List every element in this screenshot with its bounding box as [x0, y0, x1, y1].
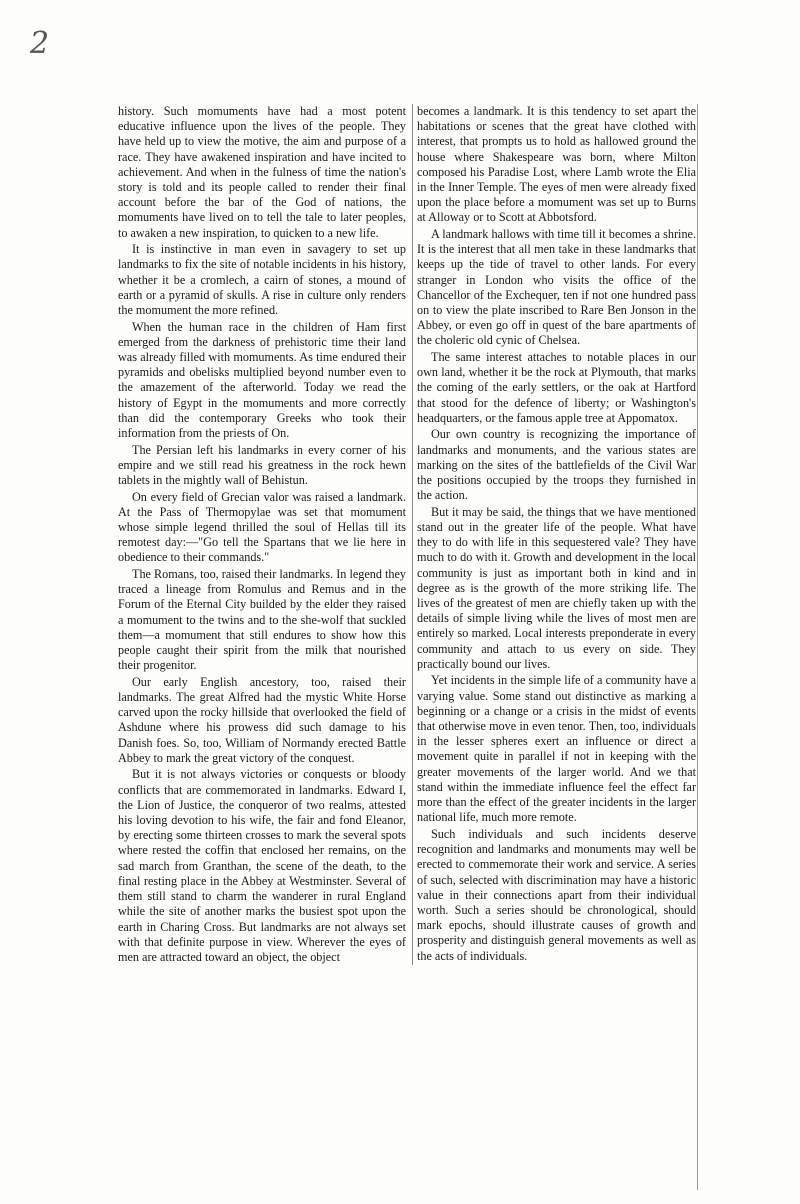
- paragraph: history. Such momuments have had a most potent educative influence upon the lives of the people. They have held up to view the motive, the aim and purpose of a race. They have awakened inspiration and have incited to achievement. And when in the fulness of time the nation's story is told and its people called to render their final account before the bar of the God of nations, the momuments have lived on to tell the tale to later peoples, to awaken a new inspiration, to quicken to a new life.: [118, 104, 406, 240]
- column-rule: [697, 104, 698, 1190]
- paragraph: But it may be said, the things that we have mentioned stand out in the greater life of the people. What have they to do with life in this sequestered vale? They have much to do with it. Growth and development in the local community is just as important both in kind and in degree as is the growth of the more striking life. The lives of the greatest of men are chiefly taken up with the details of simple living while the lives of most men are entirely so marked. Local interests preponderate in every community and attach to us every on side. They practically bound our lives.: [417, 504, 696, 671]
- right-column: [412, 104, 696, 965]
- paragraph: Such individuals and such incidents deserve recognition and landmarks and monuments may well be erected to commemorate their work and service. A series of such, selected with discrimination may have a historic value in their connections apart from their individual worth. Such a series should be chronological, should mark epochs, should illustrate causes of growth and prosperity and distinguish general movements as well as the acts of individuals.: [417, 826, 696, 963]
- paragraph: becomes a landmark. It is this tendency to set apart the habitations or scenes that the great have clothed with interest, that prompts us to hold as hallowed ground the house where Shakespeare was born, where Milton composed his Paradise Lost, where Lamb wrote the Elia in the Inner Temple. The eyes of men were already fixed upon the place before a momument was set up to Burns at Alloway or to Scott at Abbotsford.: [417, 104, 696, 225]
- paragraph: On every field of Grecian valor was raised a landmark. At the Pass of Thermopylae was set that momument whose simple legend thrilled the soul of Hellas till its remotest day:—"Go tell the Spartans that we lie here in obedience to their commands.": [118, 489, 406, 565]
- page-number: 2: [30, 26, 52, 61]
- paragraph: But it is not always victories or conquests or bloody conflicts that are commemorated in landmarks. Edward I, the Lion of Justice, the conqueror of two realms, attested his loving devotion to his wife, the fair and fond Eleanor, by erecting some thirteen crosses to mark the several spots where rested the coffin that enclosed her remains, on the sad march from Granthan, the scene of the death, to the final resting place in the Abbey at Westminster. Several of them still stand to charm the wanderer in rural England while the site of another marks the busiest spot upon the earth in Charing Cross. But landmarks are not always set with that definite purpose in view. Wherever the eyes of men are attracted toward an object, the object: [118, 767, 406, 964]
- paragraph: When the human race in the children of Ham first emerged from the darkness of prehistoric time their land was already filled with momuments. As time endured their pyramids and obelisks multiplied beyond number even to the amazement of the afterworld. Today we read the history of Egypt in the momuments and more correctly than did the contemporary Greeks who took their information from the priests of On.: [118, 319, 406, 441]
- left-column: [118, 104, 406, 967]
- paragraph: The Romans, too, raised their landmarks. In legend they traced a lineage from Romulus and Remus and in the Forum of the Eternal City builded by the elder they raised a momument to the twins and to the she-wolf that suckled them—a momument that still endures to show how this people caught their spirit from the milk that nourished their progenitor.: [118, 567, 406, 673]
- paragraph: A landmark hallows with time till it becomes a shrine. It is the interest that all men take in these landmarks that keeps up the tide of travel to other lands. For every stranger in London who visits the office of the Chancellor of the Exchequer, ten if not one hundred pass on to view the plate inscribed to Rare Ben Jonson in the Abbey, or even go off in quest of the bare apartments of the choleric old cynic of Chelsea.: [417, 227, 696, 348]
- paragraph: The same interest attaches to notable places in our own land, whether it be the rock at Plymouth, that marks the coming of the early settlers, or the oak at Hartford that stood for the defence of liberty; or Washington's headquarters, or the famous apple tree at Appomatox.: [417, 350, 696, 425]
- paragraph: The Persian left his landmarks in every corner of his empire and we still read his greatness in the rock hewn tablets in the mightly wall of Behistun.: [118, 442, 406, 488]
- paragraph: Our own country is recognizing the importance of landmarks and monuments, and the various states are marking on the sites of the battlefields of the Civil War the positions occupied by the troops they furnished in the action.: [417, 427, 696, 503]
- paragraph: Our early English ancestory, too, raised their landmarks. The great Alfred had the mystic White Horse carved upon the rocky hillside that overlooked the field of Ashdune where his prowess did such damage to his Danish foes. So, too, William of Normandy erected Battle Abbey to mark the great victory of the conquest.: [118, 674, 406, 765]
- paragraph: It is instinctive in man even in savagery to set up landmarks to fix the site of notable incidents in his history, whether it be a cromlech, a cairn of stones, a mound of earth or a pyramid of skulls. A rise in culture only renders the momument the more refined.: [118, 242, 406, 318]
- paragraph: Yet incidents in the simple life of a community have a varying value. Some stand out distinctive as marking a beginning or a change or a crisis in the midst of events that otherwise move in even tenor. Then, too, individuals in the lesser spheres exert an influence or direct a movement quite in parallel if not in keeping with the greater movements of the larger world. And we that stand within the immediate influence feel the effect far more than the effect of the greater incidents in the larger national life, much more remote.: [417, 673, 696, 825]
